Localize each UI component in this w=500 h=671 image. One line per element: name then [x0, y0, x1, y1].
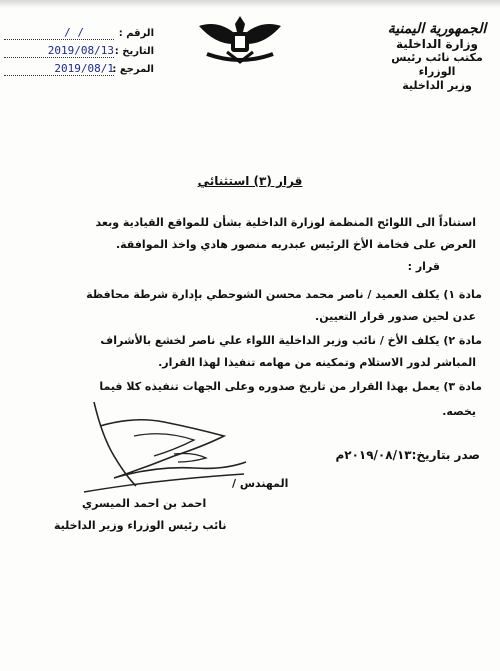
signer-title: نائب رئيس الوزراء وزير الداخلية [54, 519, 227, 532]
ref-dotline [4, 75, 114, 76]
body-line-2: العرض على فخامة الأخ الرئيس عبدربه منصور هادي واخذ الموافقة. [115, 238, 476, 251]
header-office: مكتب نائب رئيس الوزراء [391, 51, 483, 78]
eagle-emblem-icon [197, 10, 283, 66]
number-value: / / [64, 26, 84, 39]
header-republic: الجمهورية اليمنية [387, 21, 487, 37]
date-label: التاريخ : [114, 46, 154, 57]
body-line-9: يخصه. [442, 405, 476, 418]
date-value: 2019/08/13 [47, 44, 114, 57]
body-line-1: استناداً الى اللوائح المنظمة لوزارة الداخلية بشأن للمواقع القيادية وبعد [95, 216, 476, 229]
handwritten-signature-icon [74, 396, 254, 500]
body-line-7: المباشر لدور الاستلام وتمكينه من مهامه تنفيذا لهذا القرار. [158, 356, 476, 369]
body-line-8: مادة ٣) يعمل بهذا القرار من تاريخ صدوره وعلى الجهات تنفيذه كلا فيما [99, 380, 482, 393]
ref-row [4, 64, 154, 82]
decree-title: قرار (٣) استثنائي [197, 174, 303, 188]
date-dotline [4, 57, 114, 58]
ref-value: 2019/08/1 [54, 62, 114, 75]
body-line-4: مادة ١) يكلف العميد / ناصر محمد محسن الشوحطي بإدارة شرطة محافظة [86, 288, 482, 301]
header-ministry: وزارة الداخلية [395, 37, 479, 51]
ministry-header [382, 22, 492, 93]
body-line-3: قرار : [407, 260, 440, 273]
reference-block [4, 28, 154, 82]
number-label: الرقم : [118, 28, 154, 39]
ref-label: المرجع : [112, 64, 154, 75]
header-minister: وزير الداخلية [402, 79, 472, 92]
body-line-6: مادة ٢) يكلف الأخ / نائب وزير الداخلية اللواء علي ناصر لخشع بالأشراف [100, 334, 482, 347]
number-dotline [4, 39, 114, 40]
body-line-5: عدن لحين صدور قرار التعيين. [315, 310, 476, 323]
signer-prefix: المهندس / [232, 477, 289, 490]
issue-date: صدر بتاريخ:٢٠١٩/٠٨/١٣م [335, 448, 480, 462]
signer-name: احمد بن احمد الميسري [82, 497, 207, 510]
scan-edge-shadow [0, 0, 500, 8]
